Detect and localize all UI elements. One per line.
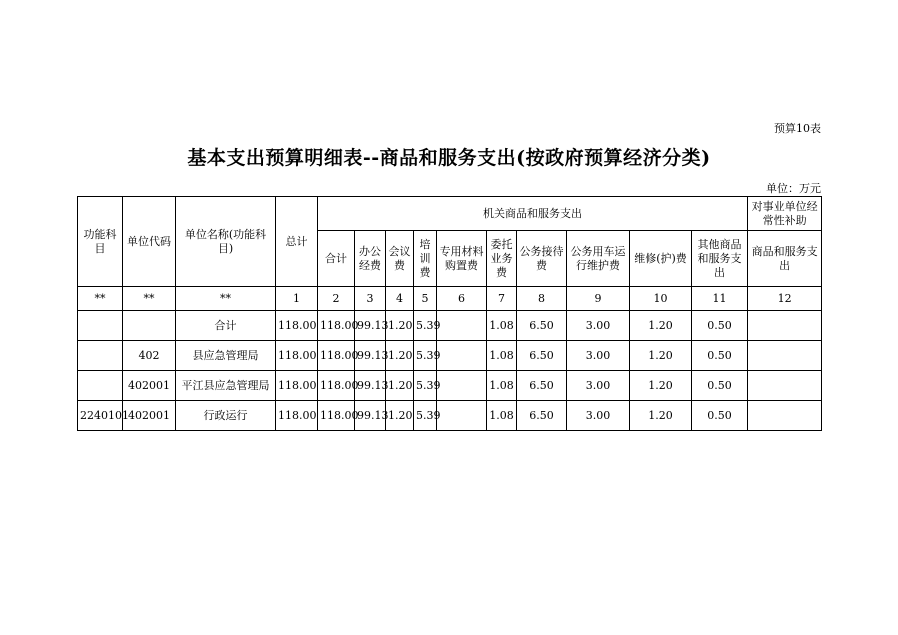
header-col: 其他商品和服务支出 bbox=[692, 231, 748, 287]
table-cell: 1.20 bbox=[630, 371, 692, 401]
index-cell: ** bbox=[176, 287, 276, 311]
index-cell: 1 bbox=[276, 287, 318, 311]
index-cell: 2 bbox=[318, 287, 355, 311]
table-cell: 5.39 bbox=[414, 311, 437, 341]
header-col: 公务用车运行维护费 bbox=[567, 231, 630, 287]
table-row bbox=[78, 341, 822, 371]
table-cell: 402 bbox=[123, 341, 176, 371]
table-cell bbox=[748, 401, 822, 431]
table-cell: 1.20 bbox=[630, 341, 692, 371]
table-cell: 1.20 bbox=[386, 341, 414, 371]
index-cell: 5 bbox=[414, 287, 437, 311]
header-unit-name: 单位名称(功能科目) bbox=[176, 197, 276, 287]
header-col: 委托业务费 bbox=[487, 231, 517, 287]
index-cell: 9 bbox=[567, 287, 630, 311]
header-col: 培训费 bbox=[414, 231, 437, 287]
table-cell: 1.20 bbox=[386, 401, 414, 431]
table-cell: 3.00 bbox=[567, 401, 630, 431]
table-cell: 5.39 bbox=[414, 401, 437, 431]
table-cell: 5.39 bbox=[414, 341, 437, 371]
table-cell: 99.13 bbox=[355, 341, 386, 371]
index-row bbox=[78, 287, 822, 311]
table-cell bbox=[748, 371, 822, 401]
table-cell: 6.50 bbox=[517, 341, 567, 371]
table-cell: 3.00 bbox=[567, 341, 630, 371]
table-cell: 1.20 bbox=[386, 311, 414, 341]
header-col: 合计 bbox=[318, 231, 355, 287]
table-cell: 99.13 bbox=[355, 371, 386, 401]
budget-table bbox=[77, 196, 822, 431]
table-cell: 行政运行 bbox=[176, 401, 276, 431]
table-cell bbox=[437, 311, 487, 341]
header-col: 商品和服务支出 bbox=[748, 231, 822, 287]
table-cell: 1.20 bbox=[630, 311, 692, 341]
index-cell: 3 bbox=[355, 287, 386, 311]
table-cell bbox=[748, 341, 822, 371]
table-cell: 1.08 bbox=[487, 341, 517, 371]
header-col: 会议费 bbox=[386, 231, 414, 287]
table-cell: 6.50 bbox=[517, 401, 567, 431]
table-cell: 118.00 bbox=[276, 401, 318, 431]
table-cell bbox=[78, 341, 123, 371]
table-row bbox=[78, 311, 822, 341]
index-cell: ** bbox=[123, 287, 176, 311]
table-cell bbox=[437, 371, 487, 401]
table-cell: 0.50 bbox=[692, 371, 748, 401]
table-cell: 99.13 bbox=[355, 311, 386, 341]
header-group-sub: 对事业单位经常性补助 bbox=[748, 197, 822, 231]
header-group-org: 机关商品和服务支出 bbox=[318, 197, 748, 231]
table-cell: 118.00 bbox=[318, 311, 355, 341]
table-cell: 1.08 bbox=[487, 311, 517, 341]
table-cell bbox=[437, 341, 487, 371]
header-col: 公务接待费 bbox=[517, 231, 567, 287]
table-cell: 1.20 bbox=[630, 401, 692, 431]
table-cell: 6.50 bbox=[517, 311, 567, 341]
table-cell: 0.50 bbox=[692, 341, 748, 371]
header-col: 维修(护)费 bbox=[630, 231, 692, 287]
unit-label: 单位：万元 bbox=[766, 182, 821, 195]
table-cell bbox=[123, 311, 176, 341]
index-cell: 10 bbox=[630, 287, 692, 311]
form-code: 预算10表 bbox=[774, 122, 821, 135]
table-cell: 合计 bbox=[176, 311, 276, 341]
table-cell: 6.50 bbox=[517, 371, 567, 401]
index-cell: 11 bbox=[692, 287, 748, 311]
table-cell bbox=[748, 311, 822, 341]
table-cell: 99.13 bbox=[355, 401, 386, 431]
table-cell: 3.00 bbox=[567, 311, 630, 341]
table-cell bbox=[78, 311, 123, 341]
header-func-code: 功能科目 bbox=[78, 197, 123, 287]
table-cell: 402001 bbox=[123, 371, 176, 401]
table-cell: 1.08 bbox=[487, 371, 517, 401]
header-unit-code: 单位代码 bbox=[123, 197, 176, 287]
index-cell: 8 bbox=[517, 287, 567, 311]
page-title: 基本支出预算明细表--商品和服务支出(按政府预算经济分类) bbox=[187, 147, 711, 169]
index-cell: 4 bbox=[386, 287, 414, 311]
index-cell: 12 bbox=[748, 287, 822, 311]
table-cell: 1.08 bbox=[487, 401, 517, 431]
table-cell: 0.50 bbox=[692, 311, 748, 341]
table-cell: 5.39 bbox=[414, 371, 437, 401]
header-col: 专用材料购置费 bbox=[437, 231, 487, 287]
header-col: 办公经费 bbox=[355, 231, 386, 287]
table-cell: 118.00 bbox=[276, 311, 318, 341]
index-cell: 6 bbox=[437, 287, 487, 311]
table-cell: 2240101 bbox=[78, 401, 123, 431]
table-row bbox=[78, 371, 822, 401]
index-cell: ** bbox=[78, 287, 123, 311]
header-total: 总计 bbox=[276, 197, 318, 287]
table-cell: 118.00 bbox=[318, 401, 355, 431]
table-cell: 118.00 bbox=[276, 341, 318, 371]
table-cell: 1.20 bbox=[386, 371, 414, 401]
table-cell: 平江县应急管理局 bbox=[176, 371, 276, 401]
table-cell: 0.50 bbox=[692, 401, 748, 431]
table-cell: 县应急管理局 bbox=[176, 341, 276, 371]
table-cell: 118.00 bbox=[318, 341, 355, 371]
table-cell: 3.00 bbox=[567, 371, 630, 401]
table-cell bbox=[78, 371, 123, 401]
table-cell bbox=[437, 401, 487, 431]
table-cell: 118.00 bbox=[318, 371, 355, 401]
table-cell: 402001 bbox=[123, 401, 176, 431]
table-row bbox=[78, 401, 822, 431]
table-cell: 118.00 bbox=[276, 371, 318, 401]
index-cell: 7 bbox=[487, 287, 517, 311]
